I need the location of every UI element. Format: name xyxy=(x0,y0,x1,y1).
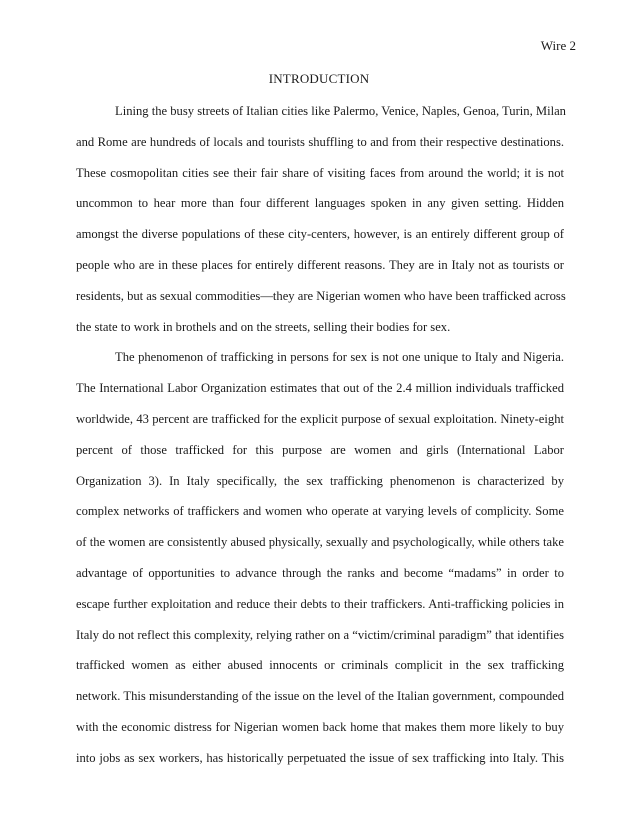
text-line: Italy do not reflect this complexity, relying rather on a “victim/criminal paradigm” that identifies xyxy=(76,627,564,642)
text-line: escape further exploitation and reduce their debts to their traffickers. Anti-trafficking policies in xyxy=(76,596,564,611)
text-line: The International Labor Organization estimates that out of the 2.4 million individuals trafficked xyxy=(76,381,564,396)
text-line: The phenomenon of trafficking in persons for sex is not one unique to Italy and Nigeria. xyxy=(115,350,564,365)
body-text xyxy=(76,96,564,774)
text-line: These cosmopolitan cities see their fair share of visiting faces from around the world; it is not xyxy=(76,165,564,180)
text-line: complex networks of traffickers and women who operate at varying levels of complicity. Some xyxy=(76,504,564,519)
text-line: uncommon to hear more than four different languages spoken in any given setting. Hidden xyxy=(76,196,564,211)
running-head: Wire 2 xyxy=(540,38,576,53)
text-line: and Rome are hundreds of locals and tourists shuffling to and from their respective destinations. xyxy=(76,134,564,149)
text-line: Lining the busy streets of Italian cities like Palermo, Venice, Naples, Genoa, Turin, Milan xyxy=(115,104,566,118)
text-line: network. This misunderstanding of the issue on the level of the Italian government, compounded xyxy=(76,689,564,704)
text-line: Organization 3). In Italy specifically, the sex trafficking phenomenon is characterized by xyxy=(76,473,564,488)
text-line: amongst the diverse populations of these city-centers, however, is an entirely different group of xyxy=(76,227,564,242)
text-line: advantage of opportunities to advance through the ranks and become “madams” in order to xyxy=(76,565,564,580)
text-line: people who are in these places for entirely different reasons. They are in Italy not as tourists or xyxy=(76,257,564,272)
text-line: residents, but as sexual commodities—they are Nigerian women who have been trafficked across xyxy=(76,288,566,303)
text-line: of the women are consistently abused physically, sexually and psychologically, while others take xyxy=(76,535,564,550)
text-line: the state to work in brothels and on the streets, selling their bodies for sex. xyxy=(76,319,451,334)
text-line: worldwide, 43 percent are trafficked for the explicit purpose of sexual exploitation. Ninety-eight xyxy=(76,411,564,426)
section-title: INTRODUCTION xyxy=(268,71,370,86)
text-line: into jobs as sex workers, has historically perpetuated the issue of sex trafficking into Italy. This xyxy=(76,750,564,765)
text-line: percent of those trafficked for this purpose are women and girls (International Labor xyxy=(76,442,564,457)
text-line: with the economic distress for Nigerian women back home that makes them more likely to buy xyxy=(76,719,564,734)
text-line: trafficked women as either abused innocents or criminals complicit in the sex trafficking xyxy=(76,658,564,673)
